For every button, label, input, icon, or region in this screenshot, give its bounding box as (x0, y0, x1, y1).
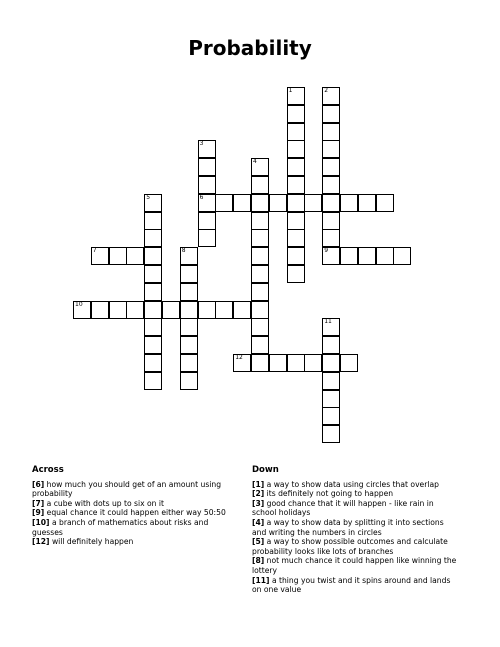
grid-cell[interactable] (322, 176, 340, 194)
grid-cell[interactable] (162, 301, 180, 319)
down-clues (252, 466, 457, 595)
grid-cell[interactable] (251, 336, 269, 354)
grid-cell[interactable] (287, 212, 305, 230)
clue-down-4: [4] a way to show data by splitting it into sections and writing the numbers in circles (252, 517, 444, 537)
grid-cell[interactable] (215, 194, 233, 212)
grid-cell[interactable] (91, 247, 109, 265)
clue-down-11: [11] a thing you twist and it spins around and lands on one value (252, 575, 451, 595)
clue-number: 8 (181, 247, 186, 255)
grid-cell[interactable] (287, 158, 305, 176)
grid-cell[interactable] (180, 265, 198, 283)
clue-number: 10 (75, 300, 83, 308)
grid-cell[interactable] (287, 123, 305, 141)
grid-cell[interactable] (251, 194, 269, 212)
grid-cell[interactable] (251, 176, 269, 194)
clue-number: 4 (253, 158, 257, 166)
grid-cell[interactable] (287, 229, 305, 247)
grid-cell[interactable] (322, 425, 340, 443)
grid-cell[interactable] (251, 247, 269, 265)
clue-number: 9 (324, 247, 329, 255)
grid-cell[interactable] (109, 301, 127, 319)
grid-cell[interactable] (251, 265, 269, 283)
grid-cell[interactable] (287, 87, 305, 105)
grid-cell[interactable] (322, 229, 340, 247)
grid-cell[interactable] (73, 301, 91, 319)
grid-cell[interactable] (180, 336, 198, 354)
clue-number: 1 (288, 87, 293, 94)
grid-cell[interactable] (233, 194, 251, 212)
grid-cell[interactable] (358, 194, 376, 212)
grid-cell[interactable] (287, 140, 305, 158)
grid-cell[interactable] (198, 301, 216, 319)
clue-number: 6 (199, 193, 204, 201)
grid-cell[interactable] (322, 372, 340, 390)
clue-across-7: [7] a cube with dots up to six on it (32, 498, 164, 508)
grid-cell[interactable] (287, 176, 305, 194)
grid-cell[interactable] (198, 176, 216, 194)
grid-cell[interactable] (126, 247, 144, 265)
grid-cell[interactable] (180, 247, 198, 265)
clue-number: 11 (324, 318, 332, 326)
clue-down-2: [2] its definitely not going to happen (252, 489, 394, 499)
grid-cell[interactable] (322, 390, 340, 408)
grid-cell[interactable] (322, 194, 340, 212)
grid-cell[interactable] (180, 354, 198, 372)
grid-cell[interactable] (322, 87, 340, 105)
grid-cell[interactable] (287, 194, 305, 212)
grid-cell[interactable] (215, 301, 233, 319)
grid-cell[interactable] (287, 247, 305, 265)
grid-cell[interactable] (376, 247, 394, 265)
grid-cell[interactable] (287, 265, 305, 283)
grid-cell[interactable] (304, 194, 322, 212)
grid-cell[interactable] (180, 318, 198, 336)
grid-cell[interactable] (109, 247, 127, 265)
clue-number: 2 (324, 87, 329, 94)
grid-cell[interactable] (251, 301, 269, 319)
down-heading: Down (252, 465, 279, 475)
grid-cell[interactable] (198, 140, 216, 158)
grid-cell[interactable] (376, 194, 394, 212)
grid-cell[interactable] (322, 247, 340, 265)
page-title: Probability (188, 36, 312, 60)
grid-cell[interactable] (322, 407, 340, 425)
grid-cell[interactable] (358, 247, 376, 265)
grid-cell[interactable] (304, 354, 322, 372)
grid-cell[interactable] (144, 247, 162, 265)
grid-cell[interactable] (251, 212, 269, 230)
clue-down-1: [1] a way to show data using circles that overlap (252, 479, 439, 489)
clue-down-8: [8] not much chance it could happen like winning the lottery (252, 556, 457, 575)
grid-cell[interactable] (144, 318, 162, 336)
grid-cell[interactable] (287, 105, 305, 123)
grid-cell[interactable] (144, 372, 162, 390)
grid-cell[interactable] (322, 105, 340, 123)
grid-cell[interactable] (144, 194, 162, 212)
grid-cell[interactable] (180, 372, 198, 390)
clue-across-6: [6] how much you should get of an amount using probability (32, 479, 222, 499)
grid-cell[interactable] (322, 336, 340, 354)
grid-cell[interactable] (144, 301, 162, 319)
grid-cell[interactable] (144, 212, 162, 230)
grid-cell[interactable] (144, 265, 162, 283)
grid-cell[interactable] (322, 140, 340, 158)
grid-cell[interactable] (269, 194, 287, 212)
grid-cell[interactable] (251, 158, 269, 176)
clue-number: 5 (146, 193, 151, 201)
grid-cell[interactable] (144, 229, 162, 247)
grid-cell[interactable] (198, 212, 216, 230)
clue-across-10: [10] a branch of mathematics about risks and guesses (32, 517, 209, 537)
grid-cell[interactable] (233, 301, 251, 319)
grid-cell[interactable] (269, 354, 287, 372)
grid-cell[interactable] (198, 158, 216, 176)
across-heading: Across (32, 465, 64, 475)
grid-cell[interactable] (198, 194, 216, 212)
grid-cell[interactable] (198, 229, 216, 247)
grid-cell[interactable] (322, 158, 340, 176)
grid-cell[interactable] (322, 354, 340, 372)
grid-cell[interactable] (322, 123, 340, 141)
grid-cell[interactable] (251, 318, 269, 336)
grid-cell[interactable] (144, 354, 162, 372)
grid-cell[interactable] (287, 354, 305, 372)
clue-number: 7 (92, 247, 97, 255)
grid-cell[interactable] (180, 301, 198, 319)
down-clue-list (252, 480, 457, 595)
across-clues (32, 466, 232, 547)
grid-cell[interactable] (251, 283, 269, 301)
clue-across-9: [9] equal chance it could happen either way 50:50 (32, 508, 226, 518)
grid-cell[interactable] (180, 283, 198, 301)
clue-across-12: [12] will definitely happen (32, 537, 134, 547)
clue-number: 12 (235, 354, 243, 361)
grid-cell[interactable] (144, 336, 162, 354)
grid-cell[interactable] (322, 212, 340, 230)
grid-cell[interactable] (393, 247, 411, 265)
grid-cell[interactable] (340, 247, 358, 265)
grid-cell[interactable] (126, 301, 144, 319)
grid-cell[interactable] (322, 318, 340, 336)
grid-cell[interactable] (251, 354, 269, 372)
grid-cell[interactable] (91, 301, 109, 319)
clue-down-5: [5] a way to show possible outcomes and calculate probability looks like lots of branches (252, 537, 448, 556)
grid-cell[interactable] (144, 283, 162, 301)
clue-number: 3 (199, 140, 204, 148)
grid-cell[interactable] (340, 194, 358, 212)
grid-cell[interactable] (340, 354, 358, 372)
grid-cell[interactable] (251, 229, 269, 247)
clue-down-3: [3] good chance that it will happen - like rain in school holidays (252, 498, 434, 518)
grid-cell[interactable] (233, 354, 251, 372)
across-clue-list (32, 480, 232, 547)
